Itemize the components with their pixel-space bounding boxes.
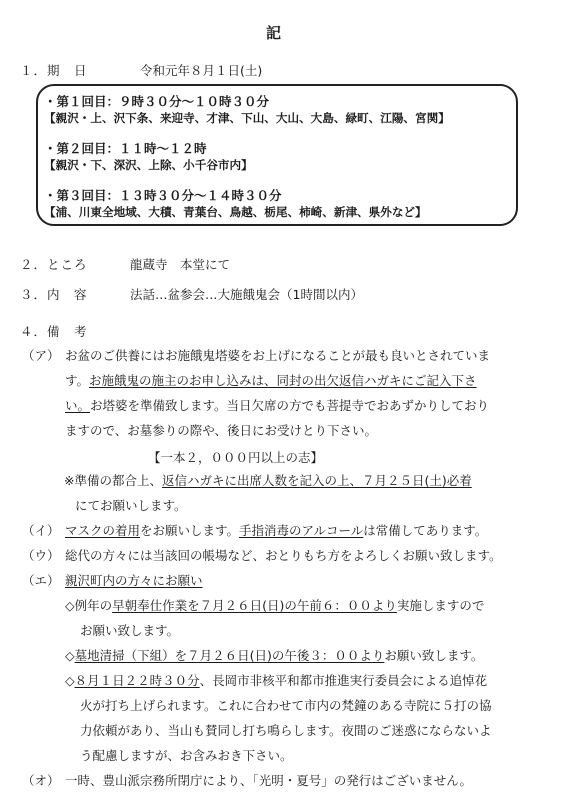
section-1-heading: １．期 日 bbox=[20, 63, 88, 78]
note-a-notice-line-1 bbox=[64, 471, 472, 489]
note-e-bullet-3-line-4: う配慮しますが、お含みおき下さい。 bbox=[80, 748, 293, 763]
note-e-bullet-2 bbox=[65, 646, 483, 664]
session-2-time: ・第２回目：１１時～１２時 bbox=[44, 141, 207, 156]
note-i-request: をお願いします。 bbox=[140, 523, 240, 538]
note-a-line-1: お盆のご供養にはお施餓鬼塔婆をお上げになることが最も良いとされていま bbox=[65, 348, 491, 363]
session-3-time: ・第３回目：１３時３０分～１４時３０分 bbox=[44, 188, 282, 203]
section-1-date: 令和元年８月１日(土) bbox=[140, 63, 263, 78]
note-e-bullet-2-end: お願い致します。 bbox=[384, 648, 484, 663]
note-i-text bbox=[65, 521, 487, 539]
note-a-line-2 bbox=[65, 371, 477, 389]
note-o-text: 一時、豊山派宗務所閉庁により、「光明・夏号」の発行はございません。 bbox=[65, 773, 473, 788]
note-u-text: 総代の方々には当該回の帳場など、おとりもち方をよろしくお願い致します。 bbox=[65, 548, 502, 563]
note-a-notice-deadline: 返信ハガキに出席人数を記入の上、７月２５日(土)必着 bbox=[161, 473, 472, 488]
note-e-bullet-3-datetime: ８月１日２２時３０分 bbox=[74, 673, 200, 688]
section-3-text: 法話…盆参会…大施餓鬼会（1時間以内） bbox=[130, 287, 363, 302]
note-a-label: （ア） bbox=[22, 348, 60, 363]
note-i-label: （イ） bbox=[22, 523, 60, 538]
document-title: 記 bbox=[266, 24, 282, 42]
note-e-bullet-3-line-3: 力依頼があり、当山も賛同し打ち鳴らします。夜間のご迷惑にならないよ bbox=[80, 723, 492, 738]
note-e-text: 親沢町内の方々にお願い bbox=[65, 573, 203, 588]
section-3-heading: ３．内 容 bbox=[20, 287, 88, 302]
note-e-bullet-1-line-1 bbox=[65, 596, 484, 614]
note-i-sanitizer: 手指消毒のアルコール bbox=[239, 523, 364, 538]
note-e-bullet-1-line-2: お願い致します。 bbox=[80, 623, 180, 638]
section-4-heading: ４．備 考 bbox=[20, 324, 88, 339]
note-a-line-3 bbox=[65, 396, 489, 414]
note-a-fee: 【一本２，０００円以上の志】 bbox=[148, 450, 324, 465]
note-a-line-4: ますので、お墓参りの際や、後日にお受けとり下さい。 bbox=[65, 423, 378, 438]
session-3-areas: 【浦、川東全地域、大積、青葉台、鳥越、栃尾、柿崎、新津、県外など】 bbox=[44, 205, 427, 219]
session-1-time: ・第１回目：９時３０分～１０時３０分 bbox=[44, 94, 270, 109]
note-i-available: は常備してあります。 bbox=[363, 523, 488, 538]
note-a-application-underlined: お施餓鬼の施主のお申し込みは、同封の出欠返信ハガキにご記入下さ bbox=[89, 373, 477, 388]
note-u-label: （ウ） bbox=[22, 548, 60, 563]
note-e-label: （エ） bbox=[22, 573, 60, 588]
note-a-notice-line-2: にてお願いします。 bbox=[75, 498, 187, 513]
note-e-bullet-3-text: 、長岡市非核平和都市推進実行委員会による追悼花 bbox=[199, 673, 488, 688]
note-e-bullet-1-start: ◇例年の bbox=[65, 598, 113, 613]
note-a-notice-start: ※準備の都合上、 bbox=[64, 473, 162, 488]
note-e-bullet-2-schedule: 墓地清掃（下組）を７月２６日(日)の午後３：００より bbox=[74, 648, 385, 663]
note-e-bullet-3-mark: ◇ bbox=[65, 673, 75, 688]
section-2-heading: ２．ところ bbox=[20, 257, 88, 272]
session-1-areas: 【親沢・上、沢下条、来迎寺、才津、下山、大山、大島、緑町、江陽、宮関】 bbox=[44, 111, 450, 125]
note-e-bullet-3-line-1 bbox=[65, 671, 487, 689]
note-e-bullet-3-line-2: 火が打ち上げられます。これに合わせて市内の梵鐘のある寺院に５打の協 bbox=[80, 698, 492, 713]
note-i-mask: マスクの着用 bbox=[65, 523, 141, 538]
session-2-areas: 【親沢・下、深沢、上除、小千谷市内】 bbox=[44, 158, 253, 172]
note-e-bullet-2-mark: ◇ bbox=[65, 648, 75, 663]
note-e-bullet-1-schedule: 早朝奉仕作業を７月２６日(日)の午前６：００より bbox=[112, 598, 397, 613]
section-2-text: 龍蔵寺 本堂にて bbox=[130, 257, 231, 272]
note-a-line-3-rest: お塔婆を準備致します。当日欠席の方でも菩提寺でおあずかりしており bbox=[90, 398, 490, 413]
note-a-line-3-start-underlined: い。 bbox=[65, 398, 91, 413]
note-a-line-2-start: す。 bbox=[65, 373, 90, 388]
note-e-bullet-1-end: 実施しますので bbox=[396, 598, 485, 613]
note-o-label: （オ） bbox=[22, 773, 60, 788]
